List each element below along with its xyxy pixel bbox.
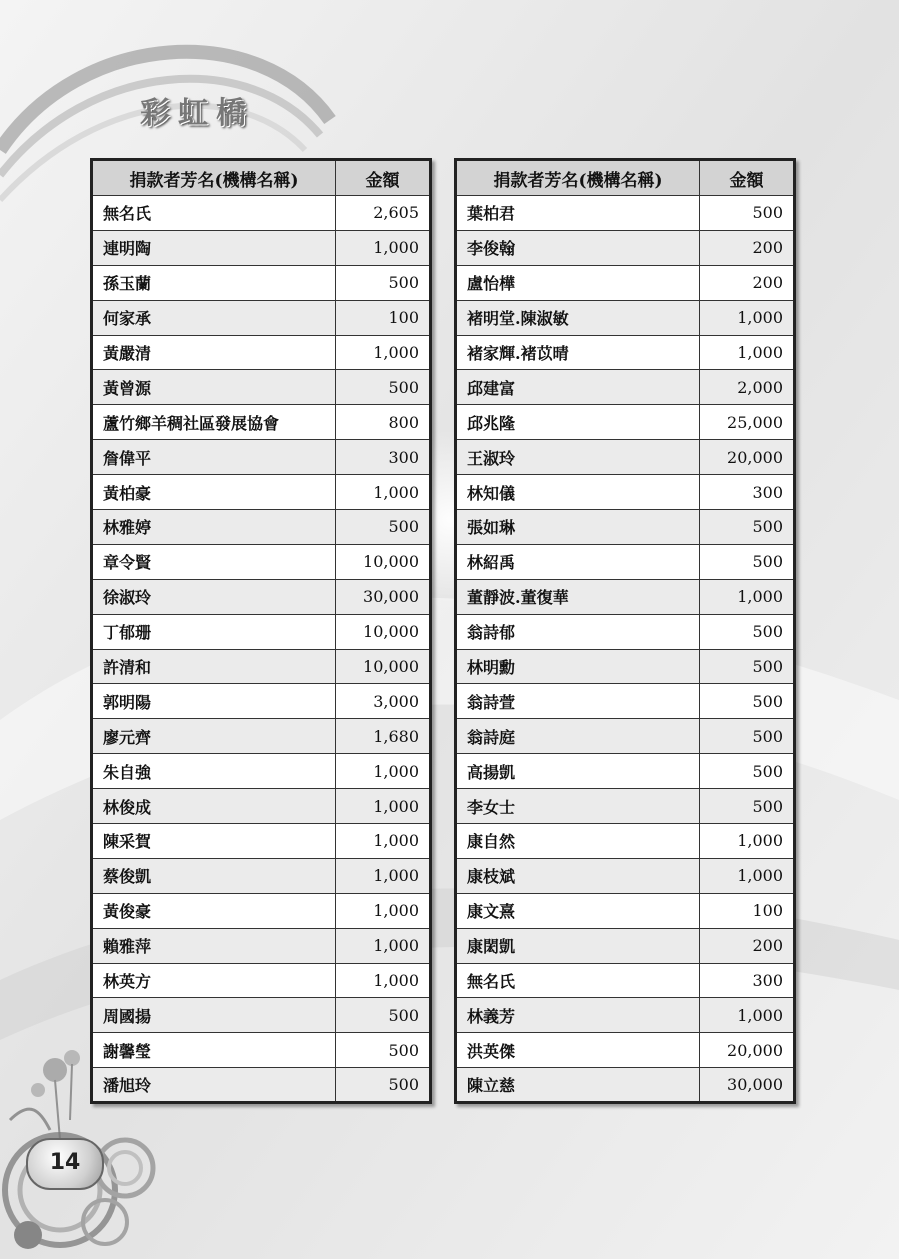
table-row bbox=[92, 1068, 431, 1103]
donor-name: 陳采賀 bbox=[92, 824, 336, 859]
donation-amount: 1,000 bbox=[336, 928, 431, 963]
donor-name: 孫玉蘭 bbox=[92, 265, 336, 300]
donation-amount: 30,000 bbox=[700, 1068, 795, 1103]
donation-amount: 1,000 bbox=[336, 963, 431, 998]
table-row bbox=[92, 579, 431, 614]
table-row bbox=[456, 963, 795, 998]
donor-name: 廖元齊 bbox=[92, 719, 336, 754]
donor-name: 陳立慈 bbox=[456, 1068, 700, 1103]
table-row bbox=[92, 440, 431, 475]
donation-amount: 1,000 bbox=[336, 230, 431, 265]
donation-amount: 200 bbox=[700, 230, 795, 265]
table-row bbox=[92, 614, 431, 649]
donation-amount: 10,000 bbox=[336, 649, 431, 684]
donor-name: 翁詩萱 bbox=[456, 684, 700, 719]
table-row bbox=[456, 998, 795, 1033]
donation-amount: 1,000 bbox=[700, 300, 795, 335]
donation-amount: 500 bbox=[700, 544, 795, 579]
donor-name: 邱建富 bbox=[456, 370, 700, 405]
table-row bbox=[92, 719, 431, 754]
donor-name: 王淑玲 bbox=[456, 440, 700, 475]
donor-name: 黃俊豪 bbox=[92, 893, 336, 928]
donor-name: 張如琳 bbox=[456, 510, 700, 545]
table-row bbox=[92, 1033, 431, 1068]
donor-name: 郭明陽 bbox=[92, 684, 336, 719]
donation-amount: 10,000 bbox=[336, 544, 431, 579]
table-row bbox=[456, 370, 795, 405]
donor-name: 林義芳 bbox=[456, 998, 700, 1033]
table-row bbox=[92, 649, 431, 684]
donation-amount: 1,000 bbox=[336, 858, 431, 893]
table-row bbox=[456, 754, 795, 789]
donor-name: 謝馨瑩 bbox=[92, 1033, 336, 1068]
table-row bbox=[456, 719, 795, 754]
donor-name: 褚明堂.陳淑敏 bbox=[456, 300, 700, 335]
donor-name: 連明陶 bbox=[92, 230, 336, 265]
donor-name: 林明勳 bbox=[456, 649, 700, 684]
table-row bbox=[456, 893, 795, 928]
donor-name: 李女士 bbox=[456, 789, 700, 824]
table-row bbox=[456, 824, 795, 859]
donor-name: 黃曾源 bbox=[92, 370, 336, 405]
column-header-amount: 金額 bbox=[336, 160, 431, 196]
table-row bbox=[92, 335, 431, 370]
donation-amount: 1,000 bbox=[700, 998, 795, 1033]
table-header-row bbox=[456, 160, 795, 196]
table-row bbox=[456, 230, 795, 265]
table-row bbox=[456, 614, 795, 649]
table-row bbox=[92, 963, 431, 998]
table-row bbox=[456, 1068, 795, 1103]
table-row bbox=[92, 928, 431, 963]
table-row bbox=[456, 265, 795, 300]
donor-name: 徐淑玲 bbox=[92, 579, 336, 614]
donation-amount: 500 bbox=[700, 614, 795, 649]
donor-name: 褚家輝.褚苡晴 bbox=[456, 335, 700, 370]
donor-name: 朱自強 bbox=[92, 754, 336, 789]
column-header-name: 捐款者芳名(機構名稱) bbox=[456, 160, 700, 196]
donation-amount: 300 bbox=[700, 475, 795, 510]
table-row bbox=[456, 475, 795, 510]
donation-amount: 500 bbox=[336, 998, 431, 1033]
table-row bbox=[456, 928, 795, 963]
donation-amount: 500 bbox=[336, 265, 431, 300]
donor-name: 章令賢 bbox=[92, 544, 336, 579]
donation-amount: 200 bbox=[700, 265, 795, 300]
column-header-amount: 金額 bbox=[700, 160, 795, 196]
page-number: 14 bbox=[26, 1138, 104, 1190]
donation-amount: 1,680 bbox=[336, 719, 431, 754]
donor-name: 翁詩庭 bbox=[456, 719, 700, 754]
donation-amount: 100 bbox=[336, 300, 431, 335]
donation-amount: 500 bbox=[336, 1033, 431, 1068]
table-row bbox=[92, 510, 431, 545]
donor-name: 康文熹 bbox=[456, 893, 700, 928]
donor-name: 康枝斌 bbox=[456, 858, 700, 893]
donation-amount: 300 bbox=[336, 440, 431, 475]
donor-name: 黃柏豪 bbox=[92, 475, 336, 510]
donor-name: 丁郁珊 bbox=[92, 614, 336, 649]
donation-amount: 25,000 bbox=[700, 405, 795, 440]
donor-name: 盧怡樺 bbox=[456, 265, 700, 300]
table-row bbox=[92, 684, 431, 719]
table-row bbox=[456, 684, 795, 719]
donor-name: 何家承 bbox=[92, 300, 336, 335]
donor-name: 林英方 bbox=[92, 963, 336, 998]
donation-amount: 1,000 bbox=[336, 754, 431, 789]
donor-name: 邱兆隆 bbox=[456, 405, 700, 440]
table-row bbox=[456, 440, 795, 475]
table-row bbox=[92, 858, 431, 893]
donor-name: 翁詩郁 bbox=[456, 614, 700, 649]
donation-amount: 1,000 bbox=[700, 579, 795, 614]
donation-amount: 300 bbox=[700, 963, 795, 998]
donation-amount: 500 bbox=[336, 510, 431, 545]
table-row bbox=[92, 405, 431, 440]
donation-amount: 30,000 bbox=[336, 579, 431, 614]
donor-table-left bbox=[90, 158, 432, 1104]
table-row bbox=[92, 789, 431, 824]
donor-name: 康自然 bbox=[456, 824, 700, 859]
donation-amount: 800 bbox=[336, 405, 431, 440]
donation-amount: 20,000 bbox=[700, 440, 795, 475]
donor-list-right bbox=[456, 196, 795, 1103]
table-row bbox=[92, 475, 431, 510]
donation-amount: 2,000 bbox=[700, 370, 795, 405]
donor-name: 高揚凱 bbox=[456, 754, 700, 789]
donor-name: 無名氏 bbox=[92, 196, 336, 231]
donation-amount: 500 bbox=[336, 1068, 431, 1103]
donation-amount: 10,000 bbox=[336, 614, 431, 649]
donation-amount: 3,000 bbox=[336, 684, 431, 719]
donation-amount: 1,000 bbox=[336, 893, 431, 928]
donation-amount: 500 bbox=[700, 684, 795, 719]
donor-name: 葉柏君 bbox=[456, 196, 700, 231]
donation-amount: 500 bbox=[336, 370, 431, 405]
column-header-name: 捐款者芳名(機構名稱) bbox=[92, 160, 336, 196]
donor-name: 林紹禹 bbox=[456, 544, 700, 579]
table-row bbox=[456, 649, 795, 684]
donor-name: 林知儀 bbox=[456, 475, 700, 510]
donor-name: 許清和 bbox=[92, 649, 336, 684]
table-row bbox=[92, 754, 431, 789]
donation-amount: 500 bbox=[700, 196, 795, 231]
donation-amount: 1,000 bbox=[336, 824, 431, 859]
table-header-row bbox=[92, 160, 431, 196]
table-row bbox=[92, 998, 431, 1033]
donation-amount: 100 bbox=[700, 893, 795, 928]
table-row bbox=[92, 824, 431, 859]
table-row bbox=[456, 405, 795, 440]
donor-name: 林俊成 bbox=[92, 789, 336, 824]
donation-amount: 500 bbox=[700, 510, 795, 545]
table-row bbox=[456, 858, 795, 893]
donation-amount: 200 bbox=[700, 928, 795, 963]
donor-name: 黃嚴清 bbox=[92, 335, 336, 370]
donor-name: 康閎凱 bbox=[456, 928, 700, 963]
donor-name: 林雅婷 bbox=[92, 510, 336, 545]
table-row bbox=[456, 1033, 795, 1068]
table-row bbox=[456, 510, 795, 545]
table-row bbox=[92, 370, 431, 405]
donation-amount: 500 bbox=[700, 789, 795, 824]
donation-amount: 1,000 bbox=[700, 824, 795, 859]
donation-amount: 1,000 bbox=[700, 335, 795, 370]
donation-amount: 1,000 bbox=[336, 335, 431, 370]
table-row bbox=[456, 544, 795, 579]
table-row bbox=[456, 789, 795, 824]
donation-amount: 1,000 bbox=[700, 858, 795, 893]
donor-name: 周國揚 bbox=[92, 998, 336, 1033]
donation-amount: 1,000 bbox=[336, 789, 431, 824]
table-row bbox=[92, 265, 431, 300]
donation-amount: 500 bbox=[700, 754, 795, 789]
donor-name: 洪英傑 bbox=[456, 1033, 700, 1068]
donor-list-left bbox=[92, 196, 431, 1103]
donor-table-right bbox=[454, 158, 796, 1104]
donation-amount: 500 bbox=[700, 649, 795, 684]
table-row bbox=[92, 544, 431, 579]
table-row bbox=[92, 893, 431, 928]
table-row bbox=[456, 579, 795, 614]
donor-name: 董靜波.董復華 bbox=[456, 579, 700, 614]
donor-name: 蔡俊凱 bbox=[92, 858, 336, 893]
donor-name: 潘旭玲 bbox=[92, 1068, 336, 1103]
table-row bbox=[92, 196, 431, 231]
table-row bbox=[456, 300, 795, 335]
donation-amount: 20,000 bbox=[700, 1033, 795, 1068]
donor-name: 蘆竹鄉羊稠社區發展協會 bbox=[92, 405, 336, 440]
donation-amount: 1,000 bbox=[336, 475, 431, 510]
table-row bbox=[456, 335, 795, 370]
table-row bbox=[456, 196, 795, 231]
donor-name: 無名氏 bbox=[456, 963, 700, 998]
table-row bbox=[92, 300, 431, 335]
donation-amount: 500 bbox=[700, 719, 795, 754]
donor-name: 詹偉平 bbox=[92, 440, 336, 475]
page-title: 彩虹橋 bbox=[140, 96, 254, 131]
donor-name: 賴雅萍 bbox=[92, 928, 336, 963]
table-row bbox=[92, 230, 431, 265]
donation-amount: 2,605 bbox=[336, 196, 431, 231]
donor-name: 李俊翰 bbox=[456, 230, 700, 265]
